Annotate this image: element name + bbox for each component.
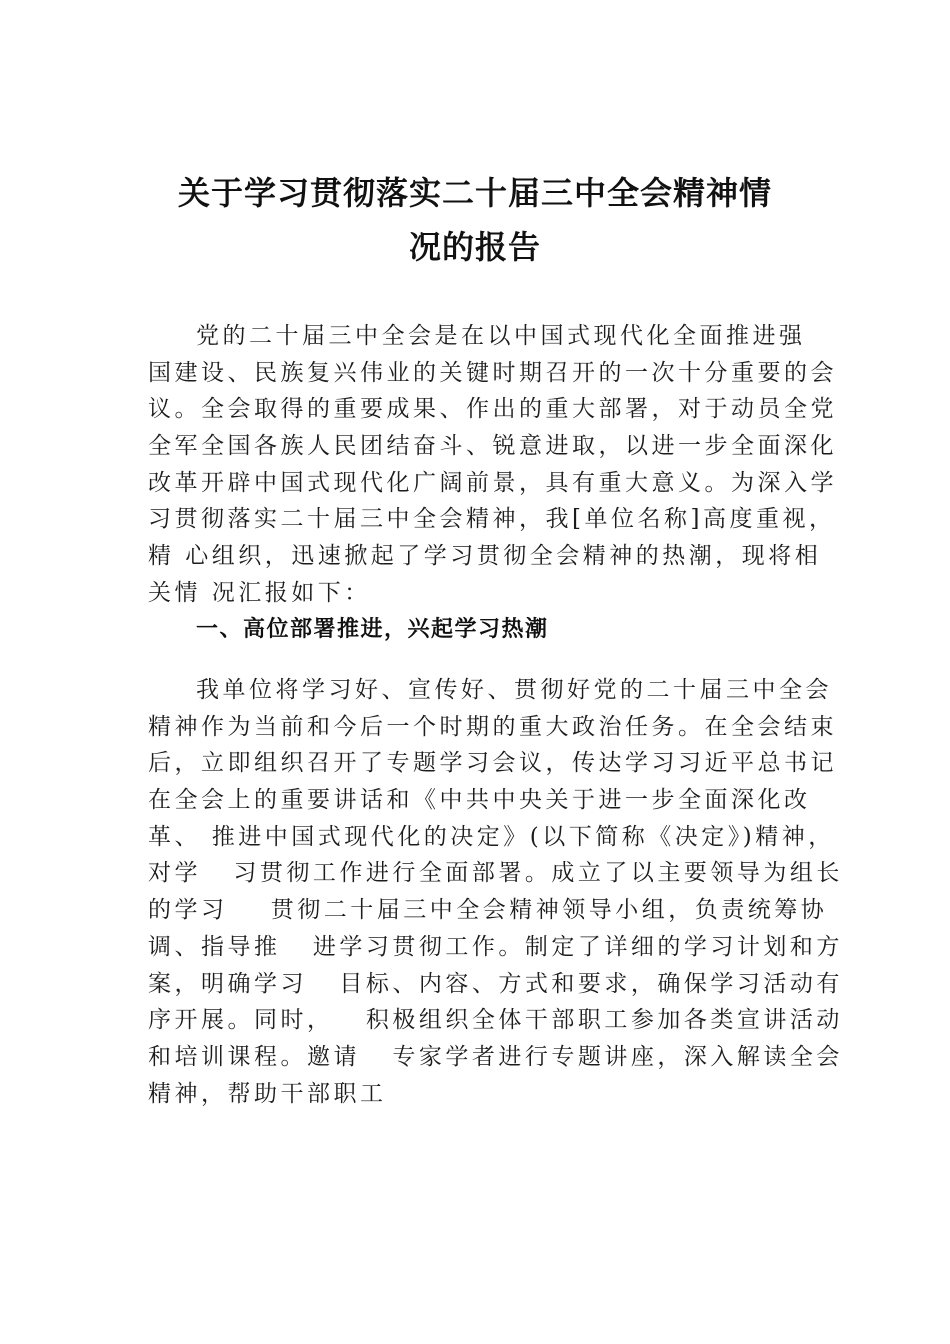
title-line-1: 关于学习贯彻落实二十届三中全会精神情 [177,174,772,212]
title-line-2: 况的报告 [408,228,541,266]
text-line: 后，立即组织召开了专题学习会议，传达学习习近平总书记 [148,750,837,777]
text-line: 我单位将学习好、宣传好、贯彻好党的二十届三中全会 [196,677,832,703]
text-line: 的学习 贯彻二十届三中全会精神领导小组，负责统筹协 [148,897,828,924]
text-line: 全军全国各族人民团结奋斗、锐意进取，以进一步全面深化 [148,433,837,460]
text-line: 调、指导推 进学习贯彻工作。制定了详细的学习计划和方 [148,933,843,960]
section-heading: 一、高位部署推进，兴起学习热潮 [196,616,549,642]
text-line: 党的二十届三中全会是在以中国式现代化全面推进强 [196,323,806,349]
text-line: 序开展。同时， 积极组织全体干部职工参加各类宣讲活动 [148,1007,843,1034]
text-line: 国建设、民族复兴伟业的关键时期召开的一次十分重要的会 [148,359,837,386]
text-line: 关情 况汇报如下： [148,579,371,606]
document-title [140,166,810,274]
section-1-paragraph [148,672,843,1112]
text-line: 精 心组织，迅速掀起了学习贯彻全会精神的热潮，现将相 [148,543,822,570]
text-line: 习贯彻落实二十届三中全会精神，我[单位名称]高度重视， [148,506,836,533]
text-line: 案，明确学习 目标、内容、方式和要求，确保学习活动有 [148,970,843,997]
text-line: 在全会上的重要讲话和《中共中央关于进一步全面深化改 [148,787,811,814]
text-line: 对学 习贯彻工作进行全面部署。成立了以主要领导为组长 [148,860,843,887]
text-line: 精神作为当前和今后一个时期的重大政治任务。在全会结束 [148,713,837,740]
text-line: 改革开辟中国式现代化广阔前景，具有重大意义。为深入学 [148,469,837,496]
intro-paragraph [148,318,837,648]
text-line: 精神，帮助干部职工 [148,1080,387,1107]
text-line: 和培训课程。邀请 专家学者进行专题讲座，深入解读全会 [148,1043,843,1070]
text-line: 议。全会取得的重要成果、作出的重大部署，对于动员全党 [148,396,837,423]
text-line: 革、 推进中国式现代化的决定》(以下简称《决定》)精神， [148,823,835,850]
